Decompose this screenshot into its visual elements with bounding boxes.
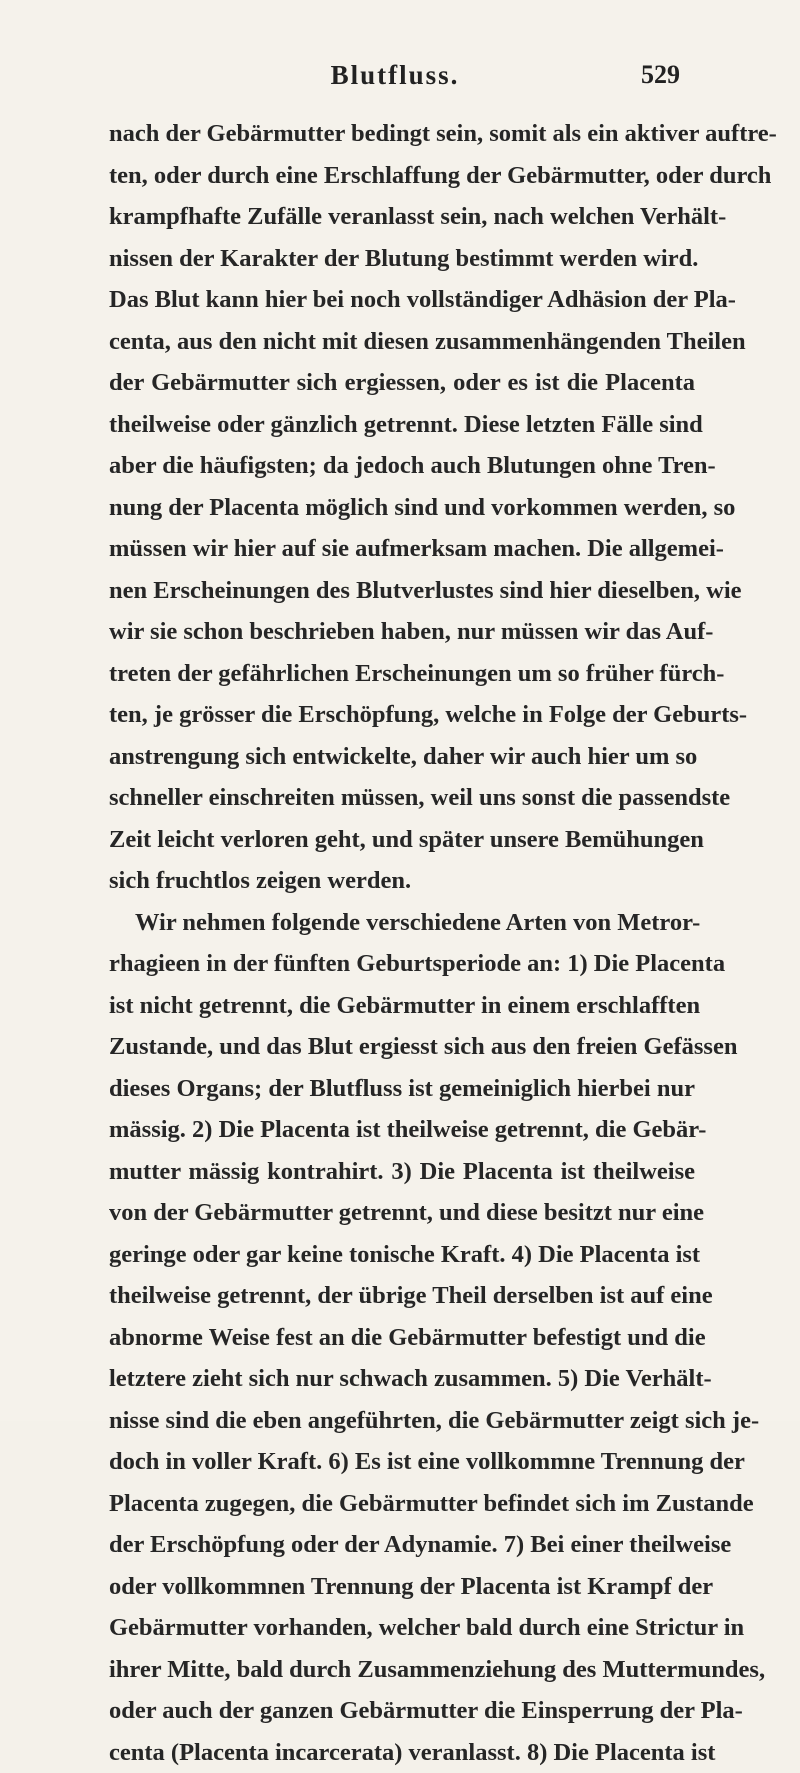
text-line: centa (Placenta incarcerata) veranlasst. 8) Die Placenta ist: [109, 1732, 695, 1773]
text-line: nung der Placenta möglich sind und vorkommen werden, so: [109, 487, 695, 529]
text-line: krampfhafte Zufälle veranlasst sein, nach welchen Verhält-: [109, 196, 695, 238]
text-line: nen Erscheinungen des Blutverlustes sind hier dieselben, wie: [109, 570, 695, 612]
text-line: schneller einschreiten müssen, weil uns sonst die passendste: [109, 777, 695, 819]
text-line: abnorme Weise fest an die Gebärmutter befestigt und die: [109, 1317, 695, 1359]
text-line: centa, aus den nicht mit diesen zusammenhängenden Theilen: [109, 321, 695, 363]
text-line: Zustande, und das Blut ergiesst sich aus den freien Gefässen: [109, 1026, 695, 1068]
text-line: der Gebärmutter sich ergiessen, oder es ist die Placenta: [109, 362, 695, 404]
running-title: Blutfluss.: [110, 60, 680, 91]
text-line: ten, oder durch eine Erschlaffung der Gebärmutter, oder durch: [109, 155, 695, 197]
text-line: anstrengung sich entwickelte, daher wir auch hier um so: [109, 736, 695, 778]
text-line: doch in voller Kraft. 6) Es ist eine vollkommne Trennung der: [109, 1441, 695, 1483]
text-line: sich fruchtlos zeigen werden.: [109, 860, 695, 902]
text-line: oder auch der ganzen Gebärmutter die Einsperrung der Pla-: [109, 1690, 695, 1732]
text-line: Zeit leicht verloren geht, und später unsere Bemühungen: [109, 819, 695, 861]
text-line: mutter mässig kontrahirt. 3) Die Placenta ist theilweise: [109, 1151, 695, 1193]
text-line: von der Gebärmutter getrennt, und diese besitzt nur eine: [109, 1192, 695, 1234]
text-line: Placenta zugegen, die Gebärmutter befindet sich im Zustande: [109, 1483, 695, 1525]
page-number: 529: [641, 60, 680, 90]
text-line: mässig. 2) Die Placenta ist theilweise getrennt, die Gebär-: [109, 1109, 695, 1151]
text-line: Gebärmutter vorhanden, welcher bald durch eine Strictur in: [109, 1607, 695, 1649]
text-line: Wir nehmen folgende verschiedene Arten von Metror-: [109, 902, 695, 944]
text-line: aber die häufigsten; da jedoch auch Blutungen ohne Tren-: [109, 445, 695, 487]
text-line: ist nicht getrennt, die Gebärmutter in einem erschlafften: [109, 985, 695, 1027]
text-line: theilweise oder gänzlich getrennt. Diese letzten Fälle sind: [109, 404, 695, 446]
page-header: [110, 56, 680, 96]
text-line: wir sie schon beschrieben haben, nur müssen wir das Auf-: [109, 611, 695, 653]
text-line: theilweise getrennt, der übrige Theil derselben ist auf eine: [109, 1275, 695, 1317]
text-line: treten der gefährlichen Erscheinungen um so früher fürch-: [109, 653, 695, 695]
text-line: dieses Organs; der Blutfluss ist gemeiniglich hierbei nur: [109, 1068, 695, 1110]
text-line: nissen der Karakter der Blutung bestimmt werden wird.: [109, 238, 695, 280]
text-line: oder vollkommnen Trennung der Placenta ist Krampf der: [109, 1566, 695, 1608]
text-line: der Erschöpfung oder der Adynamie. 7) Bei einer theilweise: [109, 1524, 695, 1566]
text-line: ten, je grösser die Erschöpfung, welche in Folge der Geburts-: [109, 694, 695, 736]
text-line: rhagieen in der fünften Geburtsperiode an: 1) Die Placenta: [109, 943, 695, 985]
text-line: Das Blut kann hier bei noch vollständiger Adhäsion der Pla-: [109, 279, 695, 321]
text-line: nisse sind die eben angeführten, die Gebärmutter zeigt sich je-: [109, 1400, 695, 1442]
text-line: müssen wir hier auf sie aufmerksam machen. Die allgemei-: [109, 528, 695, 570]
text-line: letztere zieht sich nur schwach zusammen. 5) Die Verhält-: [109, 1358, 695, 1400]
body-text: [109, 113, 695, 1773]
text-line: geringe oder gar keine tonische Kraft. 4) Die Placenta ist: [109, 1234, 695, 1276]
text-line: ihrer Mitte, bald durch Zusammenziehung des Muttermundes,: [109, 1649, 695, 1691]
text-line: nach der Gebärmutter bedingt sein, somit als ein aktiver auftre-: [109, 113, 695, 155]
